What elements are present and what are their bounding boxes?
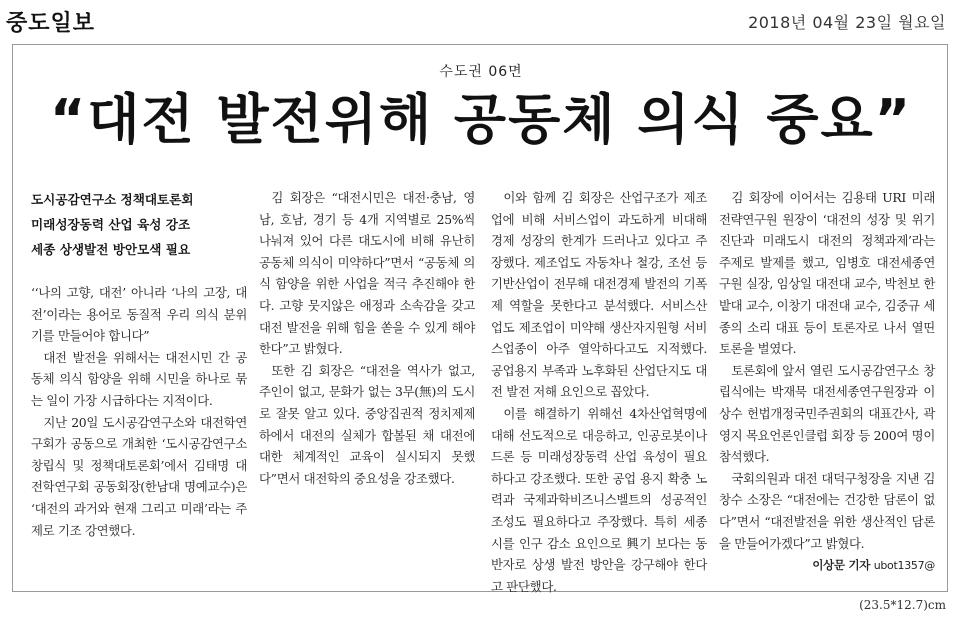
text-column-3	[491, 187, 707, 597]
paragraph: 또한 김 회장은 “대전을 역사가 없고, 주인이 없고, 문화가 없는 3무(無)의 도시로 잘못 알고 있다. 중앙집권적 정치제제 하에서 대전의 실체가 합볼된 채 대전에 대한 체계적인 교육이 실시되지 못했다”면서 대전학의 중요성을 강조했다.	[259, 362, 475, 486]
paragraph: 이와 함께 김 회장은 산업구조가 제조업에 비해 서비스업이 과도하게 비대해 경제 성장의 한계가 드러나고 있다고 주장했다. 제조업도 자동차나 철강, 조선 등 기반산업이 전무해 대전경제 발전의 기폭제 역할을 못한다고 분석했다. 서비스산업도 제조업이 미약해 생산자지원형 서비스업종이 아주 열악하다고도 지적했다. 공업용지 부족과 노후화된 산업단지도 대전 발전 저해 요인으로 꼽았다.	[491, 190, 707, 400]
section-label: 수도권 06면	[439, 64, 523, 80]
text-column-2	[259, 187, 475, 489]
text-column-1	[31, 187, 247, 541]
paper-name: 중도일보	[6, 11, 96, 36]
reporter-email: ubot1357@	[873, 559, 935, 573]
paragraph: 토론회에 앞서 열린 도시공감연구소 창립식에는 박재묵 대전세종연구원장과 이상수 헌법개정국민주권회의 대표간사, 곽영지 목요언론인클럽 회장 등 200여 명이 참석했다.	[719, 362, 935, 465]
clipping-size-note: (23.5*12.7)cm	[859, 598, 946, 612]
text-column-4	[719, 187, 935, 577]
subhead-3: 세종 상생발전 방안모색 필요	[31, 242, 191, 257]
paragraph: 이를 해결하기 위해선 4차산업혁명에 대해 선도적으로 대응하고, 인공로봇이나 드론 등 미래성장동력 산업 육성이 필요하다고 강조했다. 또한 공업 용지 확충 노력과 국제과학비즈니스벨트의 성공적인 조성도 필요하다고 주장했다. 특히 세종시를 인구 감소 요인으로 興기 보다는 동반자로 상생 발전 방안을 강구해야 한다고 판단했다.	[491, 405, 707, 594]
paragraph: 김 회장은 “대전시민은 대전·충남, 영남, 호남, 경기 등 4개 지역별로 25%씩 나눠져 있어 다른 대도시에 비해 유난히 공동체 의식이 미약하다”면서 “공동체 의식 함양을 위한 사업을 적극 추진해야 한다. 고향 뭇지않은 애정과 소속감을 갖고 대전 발전을 위해 힘을 쏟을 수 있게 해야 한다”고 밝혔다.	[259, 190, 475, 357]
publication-date: 2018년 04월 23일 월요일	[748, 13, 946, 32]
headline: “대전 발전위해 공동체 의식 중요”	[49, 88, 913, 151]
byline	[719, 554, 935, 577]
paragraph: 국회의원과 대전 대덕구청장을 지낸 김창수 소장은 “대전에는 건강한 담론이 없다”면서 “대전발전을 위한 생산적인 담론을 만들어가겠다”고 밝혔다.	[719, 470, 935, 551]
lead-quote: ‘‘나의 고향, 대전’ 아니라 ‘나의 고장, 대전’이라는 용어로 동질적 우리 의식 분위기를 만들어야 합니다”	[31, 285, 247, 344]
paragraph: 대전 발전을 위해서는 대전시민 간 공동체 의식 함양을 위해 시민을 하나로 묶는 일이 가장 시급하다는 지적이다.	[31, 349, 247, 408]
masthead	[0, 0, 960, 44]
article-frame	[12, 44, 948, 592]
subheadlines	[31, 187, 247, 262]
subhead-1: 도시공감연구소 정책대토론회	[31, 192, 194, 207]
subhead-2: 미래성장동력 산업 육성 강조	[31, 217, 191, 232]
paragraph: 김 회장에 이어서는 김용태 URI 미래전략연구원 원장이 ‘대전의 성장 및 위기 진단과 미래도시 대전의 정책과제’라는 주제로 발제를 했고, 임병호 대전세종연구원 실장, 임상일 대전대 교수, 박천보 한밭대 교수, 이창기 대전대 교수, 김중규 세종의 소리 대표 등이 토론자로 나서 열띤 토론을 벌였다.	[719, 190, 935, 357]
reporter-name: 이상문 기자	[812, 558, 871, 573]
paragraph: 지난 20일 도시공감연구소와 대전학연구회가 공동으로 개최한 ‘도시공감연구소 창립식 및 정책대토론회’에서 김태명 대전학연구회 공동회장(한남대 명예교수)은 ‘대전의 과거와 현재 그리고 미래’라는 주제로 기조 강연했다.	[31, 414, 247, 538]
